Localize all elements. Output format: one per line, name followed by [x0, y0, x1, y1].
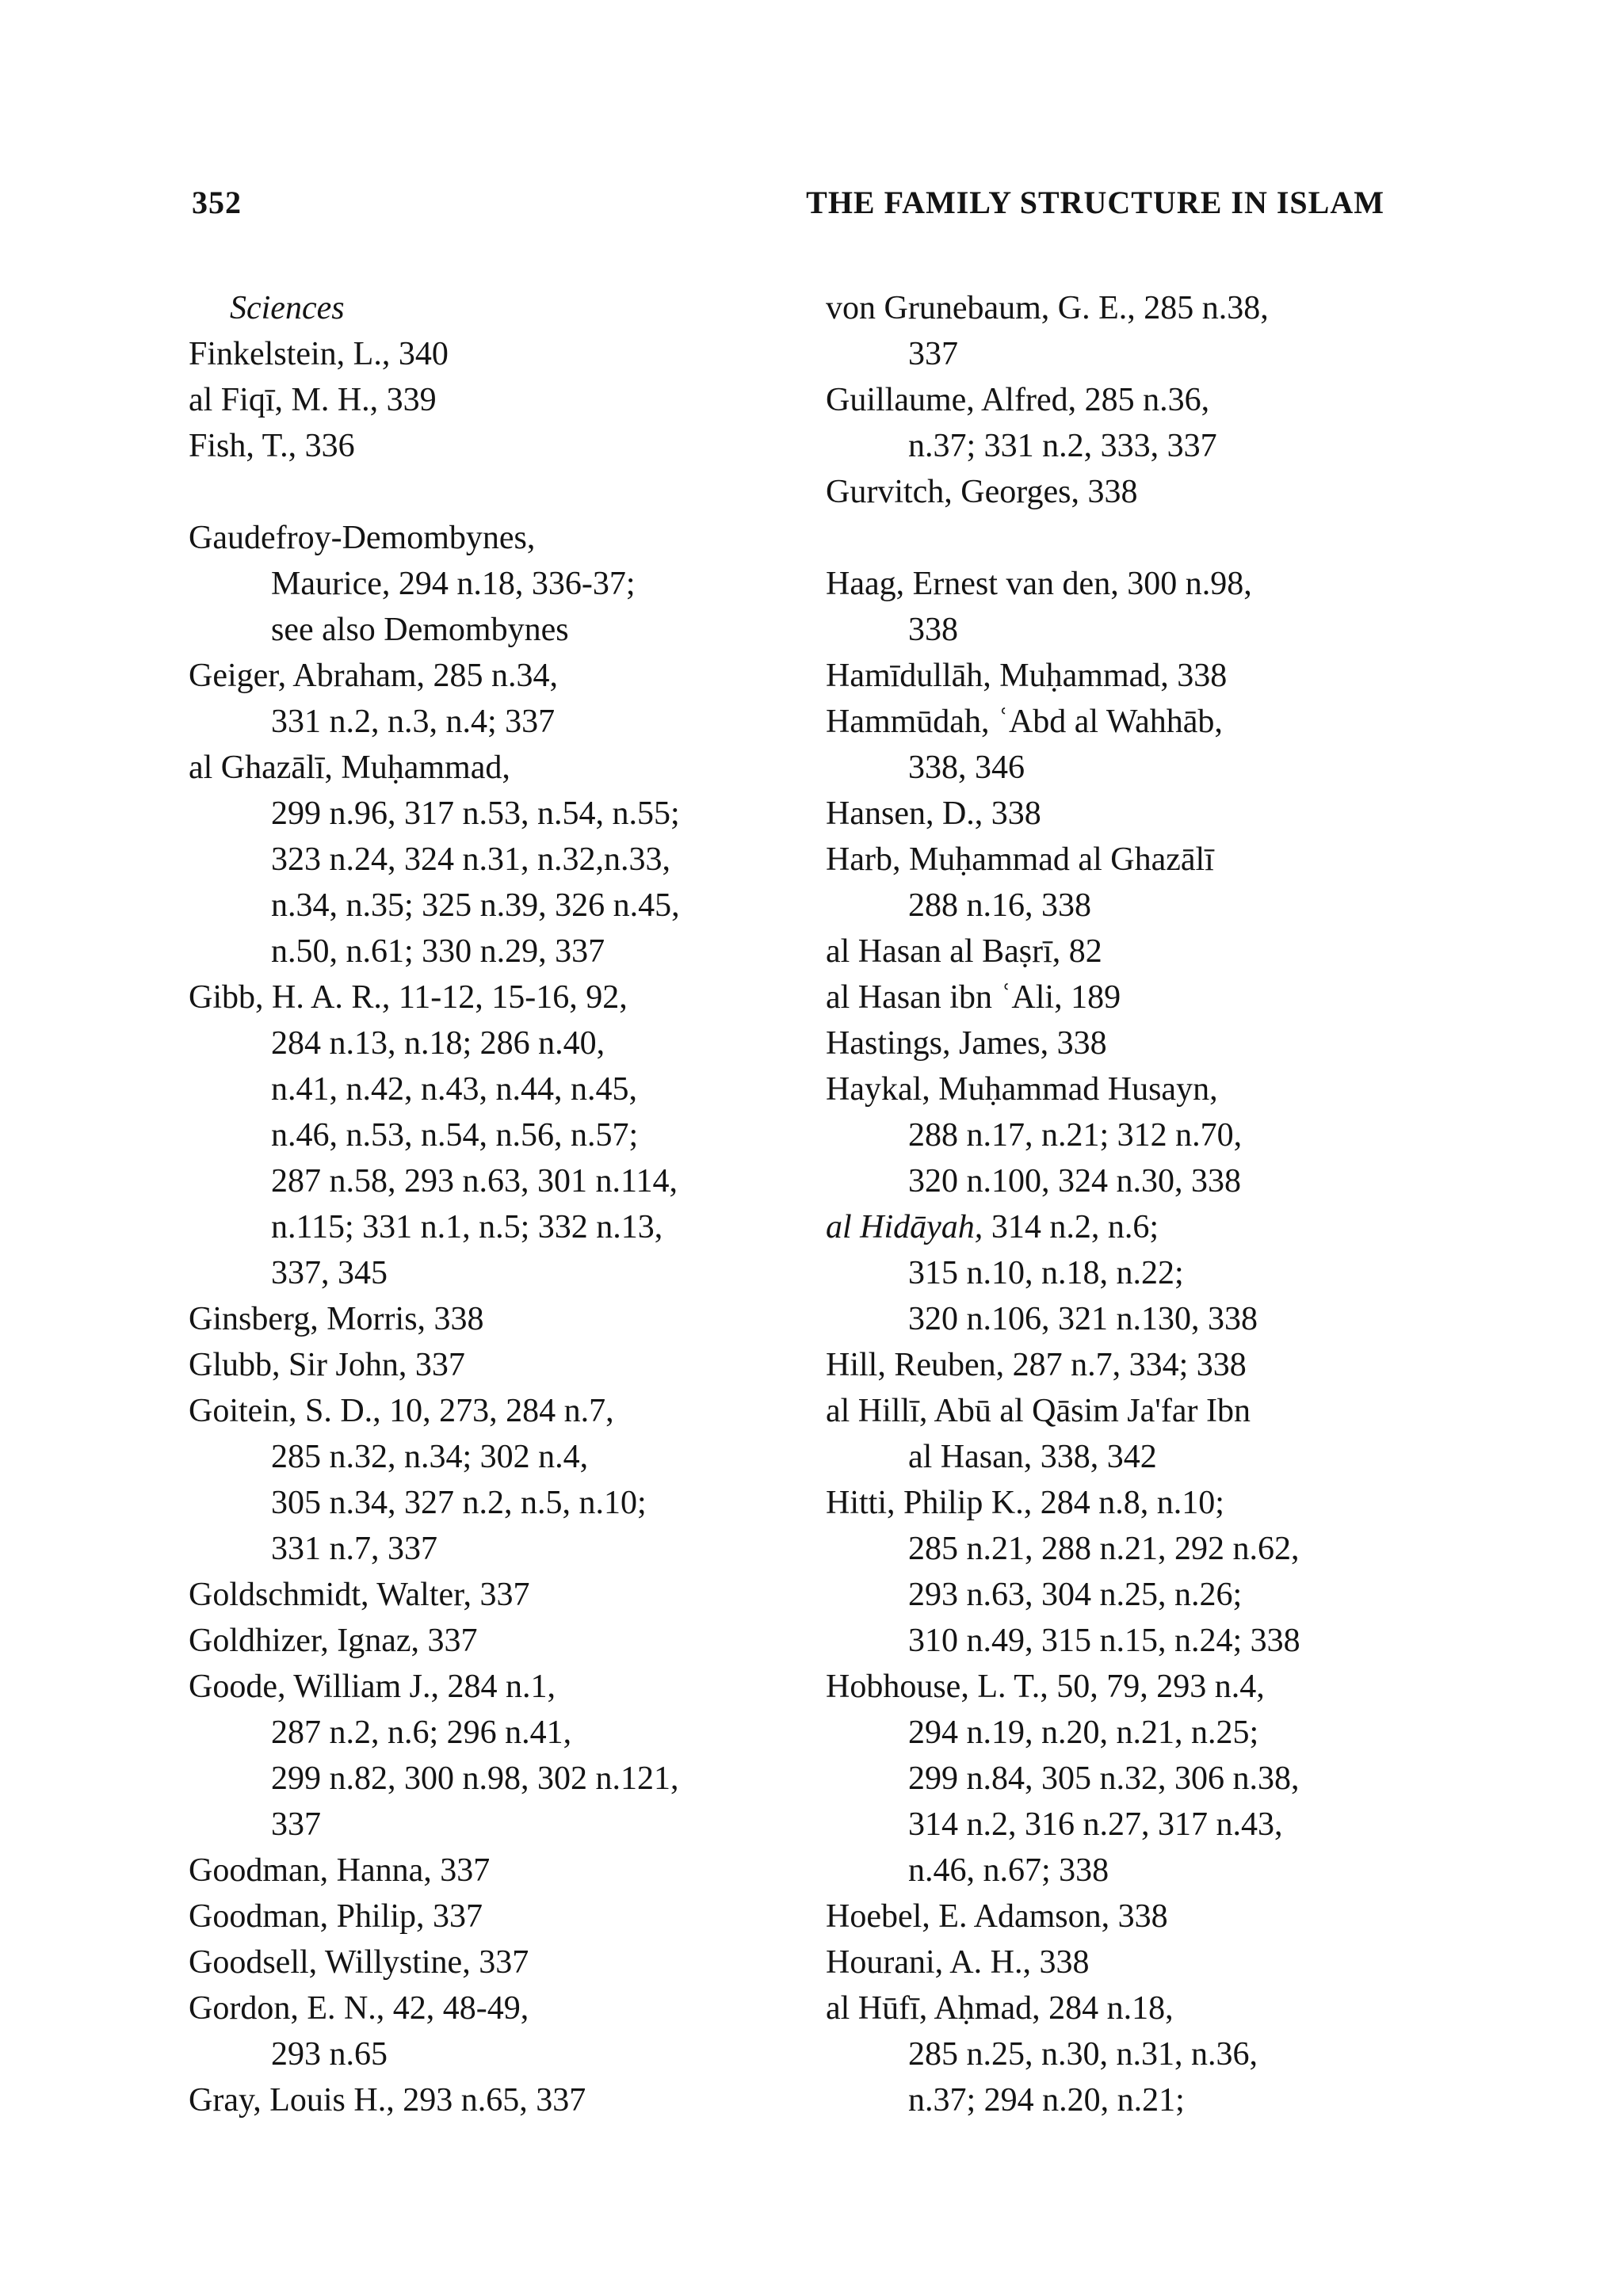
page-header [192, 184, 1384, 231]
index-entry-heading: Gaudefroy-Demombynes, [189, 520, 536, 556]
index-entry-heading: Hammūdah, ʿAbd al Wahhāb, [826, 704, 1223, 740]
index-entry [189, 515, 838, 653]
index-entry-continuation: 285 n.25, n.30, n.31, n.36, [908, 2036, 1258, 2073]
index-entry-continuation: Maurice, 294 n.18, 336-37; [271, 566, 636, 602]
index-entry [189, 377, 838, 423]
index-entry-heading: Ginsberg, Morris, 338 [189, 1301, 484, 1337]
index-entry-continuation: 310 n.49, 315 n.15, n.24; 338 [908, 1623, 1300, 1659]
index-entry-continuation: n.37; 331 n.2, 333, 337 [908, 428, 1217, 464]
index-entry-continuation: 315 n.10, n.18, n.22; [908, 1255, 1184, 1291]
index-entry-continuation: 299 n.82, 300 n.98, 302 n.121, [271, 1760, 679, 1797]
index-entry-continuation: 320 n.100, 324 n.30, 338 [908, 1163, 1241, 1199]
index-entry-continuation: 331 n.7, 337 [271, 1531, 437, 1567]
index-entry-continuation: n.115; 331 n.1, n.5; 332 n.13, [271, 1209, 663, 1245]
index-entry [826, 285, 1412, 377]
index-entry-heading: al Hasan ibn ʿAli, 189 [826, 979, 1121, 1016]
index-entry [826, 1388, 1412, 1480]
index-entry-continuation: see also Demombynes [271, 612, 569, 648]
index-entry-continuation: 320 n.106, 321 n.130, 338 [908, 1301, 1258, 1337]
index-entry-heading: Hill, Reuben, 287 n.7, 334; 338 [826, 1347, 1247, 1383]
section-gap [189, 469, 838, 515]
index-entry [826, 653, 1412, 699]
index-entry-continuation: 337 [908, 336, 958, 372]
index-entry-heading: Hourani, A. H., 338 [826, 1944, 1090, 1981]
index-entry [189, 1664, 838, 1848]
index-entry-continuation: n.46, n.53, n.54, n.56, n.57; [271, 1117, 639, 1154]
index-entry-continuation: 299 n.96, 317 n.53, n.54, n.55; [271, 795, 680, 832]
index-entry-continuation: 288 n.17, n.21; 312 n.70, [908, 1117, 1243, 1154]
index-entry [826, 974, 1412, 1020]
index-entry-heading: Finkelstein, L., 340 [189, 336, 449, 372]
index-entry-heading: Goodman, Hanna, 337 [189, 1852, 491, 1889]
index-entry-heading: Goldschmidt, Walter, 337 [189, 1577, 530, 1613]
index-entry [826, 377, 1412, 469]
index-entry [189, 1296, 838, 1342]
index-entry-heading: al Hidāyah, 314 n.2, n.6; [826, 1209, 1159, 1245]
index-entry [189, 1985, 838, 2077]
index-entry-heading: Hobhouse, L. T., 50, 79, 293 n.4, [826, 1669, 1265, 1705]
index-entry-heading: Haykal, Muḥammad Husayn, [826, 1071, 1218, 1108]
index-entry [826, 929, 1412, 974]
index-entry [189, 974, 838, 1296]
index-entry-continuation: 285 n.21, 288 n.21, 292 n.62, [908, 1531, 1300, 1567]
index-entry [826, 1480, 1412, 1664]
index-entry [826, 1204, 1412, 1342]
index-entry-heading: al Ghazālī, Muḥammad, [189, 749, 510, 786]
index-entry-continuation: 337, 345 [271, 1255, 388, 1291]
index-entry-heading: al Fiqī, M. H., 339 [189, 382, 437, 418]
index-entry-heading: Fish, T., 336 [189, 428, 355, 464]
index-entry-heading: Sciences [230, 290, 345, 326]
index-entry-heading: Gurvitch, Georges, 338 [826, 474, 1138, 510]
index-entry [826, 1939, 1412, 1985]
index-entry-continuation: 287 n.2, n.6; 296 n.41, [271, 1714, 572, 1751]
index-entry-heading: Goodman, Philip, 337 [189, 1898, 483, 1935]
index-entry-continuation: n.34, n.35; 325 n.39, 326 n.45, [271, 887, 680, 924]
index-entry-heading: Geiger, Abraham, 285 n.34, [189, 658, 559, 694]
index-entry-heading: Harb, Muḥammad al Ghazālī [826, 841, 1214, 878]
index-entry-continuation: 337 [271, 1806, 321, 1843]
index-entry-continuation: 294 n.19, n.20, n.21, n.25; [908, 1714, 1259, 1751]
index-entry-heading: Gray, Louis H., 293 n.65, 337 [189, 2082, 586, 2119]
index-entry [826, 837, 1412, 929]
index-entry [826, 1342, 1412, 1388]
index-entry [189, 331, 838, 377]
index-entry-continuation: n.46, n.67; 338 [908, 1852, 1109, 1889]
index-entry [826, 791, 1412, 837]
index-entry-continuation: 299 n.84, 305 n.32, 306 n.38, [908, 1760, 1300, 1797]
index-entry-continuation: n.41, n.42, n.43, n.44, n.45, [271, 1071, 637, 1108]
index-entry-heading: Goodsell, Willystine, 337 [189, 1944, 529, 1981]
index-entry [189, 745, 838, 974]
index-entry-heading: Gordon, E. N., 42, 48-49, [189, 1990, 529, 2027]
running-head: THE FAMILY STRUCTURE IN ISLAM [806, 185, 1384, 220]
index-entry-continuation: 305 n.34, 327 n.2, n.5, n.10; [271, 1485, 647, 1521]
index-entry-continuation: 331 n.2, n.3, n.4; 337 [271, 704, 556, 740]
index-entry-continuation: 284 n.13, n.18; 286 n.40, [271, 1025, 605, 1062]
index-entry [826, 1066, 1412, 1204]
index-entry [189, 1388, 838, 1572]
index-entry-heading: Hitti, Philip K., 284 n.8, n.10; [826, 1485, 1224, 1521]
index-entry-continuation: al Hasan, 338, 342 [908, 1439, 1157, 1475]
index-entry-continuation: 288 n.16, 338 [908, 887, 1091, 924]
index-entry [189, 1342, 838, 1388]
index-entry [189, 653, 838, 745]
page-number: 352 [192, 185, 242, 220]
index-entry [189, 1894, 838, 1939]
index-entry [189, 2077, 838, 2123]
index-entry-continuation: 293 n.65 [271, 2036, 388, 2073]
index-entry-heading: Hastings, James, 338 [826, 1025, 1107, 1062]
index-entry-continuation: 285 n.32, n.34; 302 n.4, [271, 1439, 589, 1475]
index-entry-heading: Hansen, D., 338 [826, 795, 1041, 832]
index-entry [189, 1618, 838, 1664]
index-entry-continuation: 338 [908, 612, 958, 648]
index-entry [826, 1664, 1412, 1894]
index-entry-heading: al Hasan al Baṣrī, 82 [826, 933, 1102, 970]
index-entry [826, 1894, 1412, 1939]
index-entry-heading: Haag, Ernest van den, 300 n.98, [826, 566, 1252, 602]
index-entry-heading: Guillaume, Alfred, 285 n.36, [826, 382, 1210, 418]
index-entry-heading: von Grunebaum, G. E., 285 n.38, [826, 290, 1269, 326]
index-entry-heading: al Hūfī, Aḥmad, 284 n.18, [826, 1990, 1174, 2027]
index-entry [826, 469, 1412, 515]
index-entry-heading: Hamīdullāh, Muḥammad, 338 [826, 658, 1228, 694]
index-entry [189, 423, 838, 469]
index-entry [189, 285, 838, 331]
index-entry-heading: Goldhizer, Ignaz, 337 [189, 1623, 478, 1659]
index-entry [826, 699, 1412, 791]
index-entry-continuation: 314 n.2, 316 n.27, 317 n.43, [908, 1806, 1283, 1843]
index-entry [826, 1985, 1412, 2123]
index-entry-heading: Gibb, H. A. R., 11-12, 15-16, 92, [189, 979, 628, 1016]
index-column-right [826, 285, 1412, 2123]
index-entry-heading: Goitein, S. D., 10, 273, 284 n.7, [189, 1393, 614, 1429]
index-entry [826, 561, 1412, 653]
index-entry [189, 1848, 838, 1894]
index-entry-continuation: 293 n.63, 304 n.25, n.26; [908, 1577, 1243, 1613]
index-entry-heading: Glubb, Sir John, 337 [189, 1347, 465, 1383]
index-entry-heading: al Hillī, Abū al Qāsim Ja'far Ibn [826, 1393, 1251, 1429]
index-entry-continuation: 323 n.24, 324 n.31, n.32,n.33, [271, 841, 670, 878]
index-entry-continuation: n.50, n.61; 330 n.29, 337 [271, 933, 605, 970]
index-entry-continuation: 287 n.58, 293 n.63, 301 n.114, [271, 1163, 678, 1199]
index-entry-continuation: n.37; 294 n.20, n.21; [908, 2082, 1185, 2119]
index-entry-heading: Hoebel, E. Adamson, 338 [826, 1898, 1168, 1935]
index-entry [189, 1939, 838, 1985]
index-entry [826, 1020, 1412, 1066]
index-entry [189, 1572, 838, 1618]
index-entry-continuation: 338, 346 [908, 749, 1025, 786]
section-gap [826, 515, 1412, 561]
index-column-left [189, 285, 838, 2123]
index-entry-heading: Goode, William J., 284 n.1, [189, 1669, 556, 1705]
